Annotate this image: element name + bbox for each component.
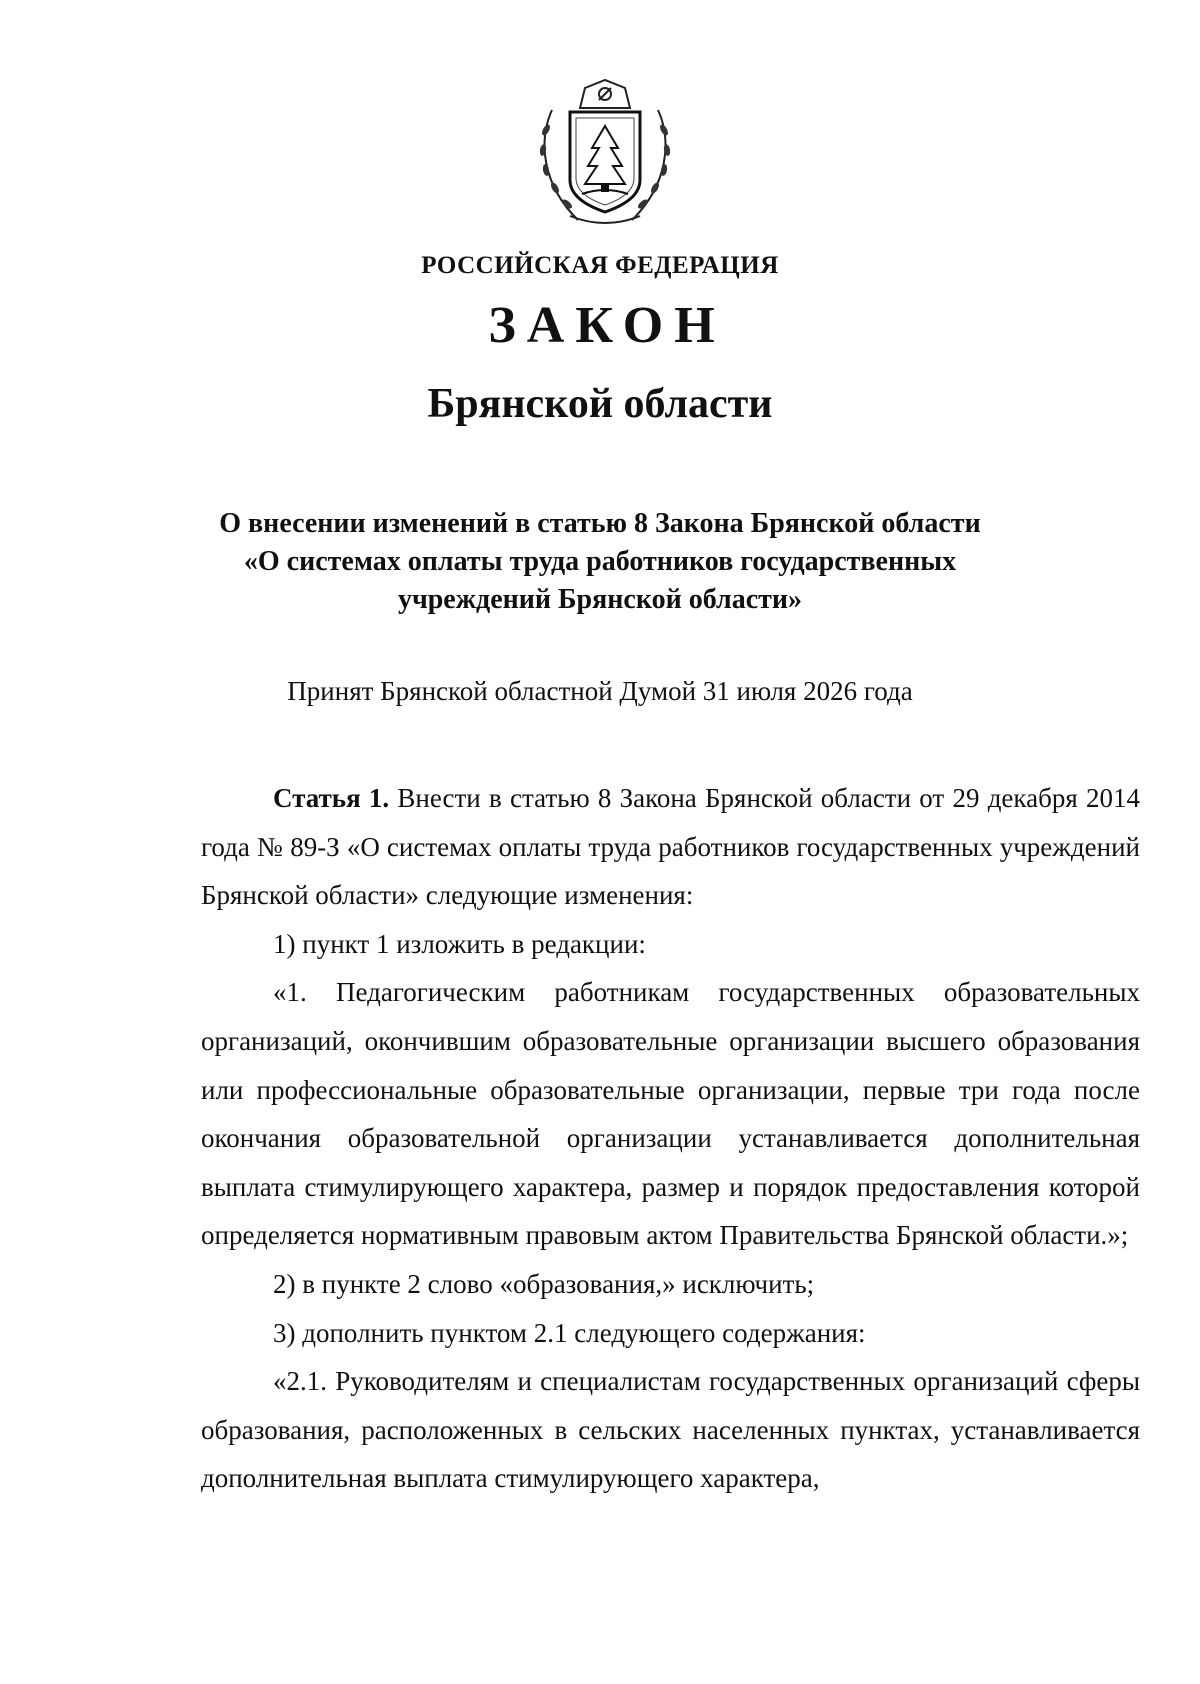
law-body	[201, 774, 1140, 1503]
law-title	[200, 505, 1000, 619]
law-title-line: учреждений Брянской области»	[397, 584, 803, 615]
article-text: Внести в статью 8 Закона Брянской области от 29 декабря 2014 года № 89-З «О системах оплаты труда работников государственных учреждений Брянской области» следующие изменения:	[201, 783, 1140, 911]
document-type-heading: ЗАКОН	[488, 297, 726, 354]
law-title-line: О внесении изменений в статью 8 Закона Брянской области	[219, 508, 981, 539]
country-heading: РОССИЙСКАЯ ФЕДЕРАЦИЯ	[421, 252, 779, 279]
amendment-item: 1) пункт 1 изложить в редакции:	[273, 928, 646, 959]
amendment-item: 3) дополнить пунктом 2.1 следующего содержания:	[273, 1317, 866, 1348]
coat-of-arms-emblem	[530, 70, 680, 230]
amendment-item: «2.1. Руководителям и специалистам государственных организаций сферы образования, расположенных в сельских населенных пунктах, устанавливается дополнительная выплата стимулирующего характера,	[201, 1366, 1140, 1494]
article-label: Статья 1.	[273, 783, 390, 813]
region-heading: Брянской области	[427, 381, 773, 427]
law-title-line: «О системах оплаты труда работников государственных	[243, 546, 957, 577]
article-1-paragraph	[201, 774, 1140, 920]
amendment-item: «1. Педагогическим работникам государственных образовательных организаций, окончившим образовательные организации высшего образования или профессиональные образовательные организации, первые три года после окончания образовательной организации устанавливается дополнительная выплата стимулирующего характера, размер и порядок предоставления которой определяется нормативным правовым актом Правительства Брянской области.»;	[201, 977, 1140, 1251]
adoption-note: Принят Брянской областной Думой 31 июля 2026 года	[287, 676, 913, 706]
amendment-item: 2) в пункте 2 слово «образования,» исключить;	[273, 1268, 815, 1299]
